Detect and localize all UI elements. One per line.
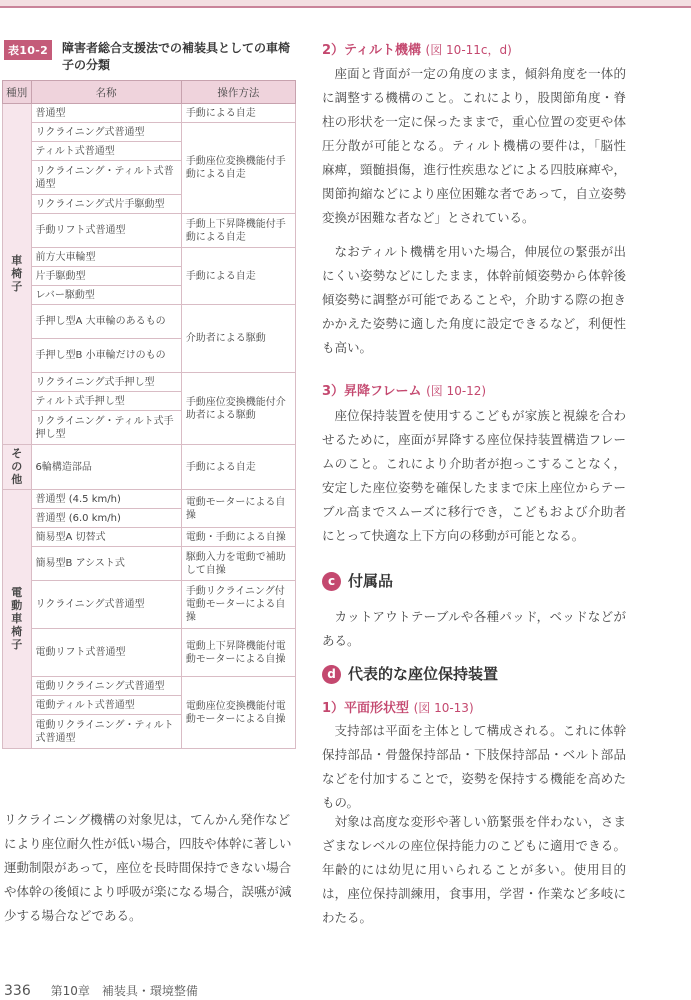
- row-name: 手押し型A 大車輪のあるもの: [31, 305, 181, 339]
- row-operation: 駆動入力を電動で補助して自操: [181, 547, 295, 581]
- chapter-title: 第10章 補装具・環境整備: [50, 984, 198, 998]
- table-row: [3, 305, 296, 339]
- row-name: 簡易型B アシスト式: [31, 547, 181, 581]
- row-name: レバー駆動型: [31, 286, 181, 305]
- table-row: [3, 547, 296, 581]
- kind-other: その他: [3, 445, 32, 490]
- table-row: [3, 214, 296, 248]
- row-name: 手動リフト式普通型: [31, 214, 181, 248]
- section-d-heading: [322, 663, 626, 685]
- row-operation: 電動モーターによる自操: [181, 490, 295, 528]
- row-operation: 手動座位変換機能付介助者による駆動: [181, 373, 295, 445]
- row-name: 普通型 (6.0 km/h): [31, 509, 181, 528]
- table-row: [3, 373, 296, 392]
- row-name: リクライニング・ティルト式普通型: [31, 161, 181, 195]
- table-row: [3, 248, 296, 267]
- row-name: リクライニング式手押し型: [31, 373, 181, 392]
- row-operation: 介助者による駆動: [181, 305, 295, 373]
- row-name: 電動リクライニング・ティルト式普通型: [31, 715, 181, 749]
- row-name: 前方大車輪型: [31, 248, 181, 267]
- table-row: [3, 445, 296, 490]
- lift-heading: 3）昇降フレーム (図 10-12): [322, 384, 487, 399]
- tilt-paragraph-2: なおティルト機構を用いた場合，伸展位の緊張が出にくい姿勢などにしたまま，体幹前傾姿勢から体幹後傾姿勢に調整が可能であることや，介助する際の抱きかかえた姿勢に適した角度に設定できるなど，利便性も高い。: [322, 244, 626, 355]
- header-name: 名称: [31, 81, 181, 104]
- top-border-accent: [0, 6, 691, 8]
- row-name: リクライニング式片手駆動型: [31, 195, 181, 214]
- wheelchair-classification-table: [2, 80, 296, 749]
- row-name: 普通型: [31, 104, 181, 123]
- table-title: 障害者総合支援法での補装具としての車椅子の分類: [62, 41, 291, 72]
- flat-paragraph-1: 支持部は平面を主体として構成される。これに体幹保持部品・骨盤保持部品・下肢保持部品・ベルト部品などを付加することで，姿勢を保持する機能を高めたもの。: [322, 723, 626, 810]
- row-operation: 電動座位変換機能付電動モーターによる自操: [181, 677, 295, 749]
- row-operation: 手動による自走: [181, 104, 295, 123]
- row-name: 6輪構造部品: [31, 445, 181, 490]
- kind-electric-wheelchair: 電動車椅子: [3, 490, 32, 749]
- figure-ref: (図 10-12): [426, 384, 487, 398]
- row-name: 簡易型A 切替式: [31, 528, 181, 547]
- row-operation: 電動上下昇降機能付電動モーターによる自操: [181, 629, 295, 677]
- row-name: ティルト式普通型: [31, 142, 181, 161]
- row-name: 普通型 (4.5 km/h): [31, 490, 181, 509]
- row-operation: 手動による自走: [181, 248, 295, 305]
- table-row: [3, 629, 296, 677]
- row-name: リクライニング・ティルト式手押し型: [31, 411, 181, 445]
- section-c-title: 付属品: [348, 572, 394, 590]
- row-name: リクライニング式普通型: [31, 581, 181, 629]
- section-d-title: 代表的な座位保持装置: [348, 665, 499, 683]
- row-name: 電動ティルト式普通型: [31, 696, 181, 715]
- row-name: ティルト式手押し型: [31, 392, 181, 411]
- header-operation: 操作方法: [181, 81, 295, 104]
- flat-heading: 1）平面形状型 (図 10-13): [322, 701, 474, 716]
- tilt-heading: 2）ティルト機構 (図 10-11c，d): [322, 43, 512, 58]
- figure-ref: (図 10-13): [413, 701, 474, 715]
- flat-paragraph-2: 対象は高度な変形や著しい筋緊張を伴わない，さまざまなレベルの座位保持能力のこどもに適用できる。年齢的には幼児に用いられることが多い。使用目的は，座位保持訓練用，食事用，学習・作業など多岐にわたる。: [322, 814, 626, 925]
- table-row: [3, 123, 296, 142]
- row-name: 手押し型B 小車輪だけのもの: [31, 339, 181, 373]
- row-operation: 電動・手動による自操: [181, 528, 295, 547]
- row-operation: 手動による自走: [181, 445, 295, 490]
- section-d-badge: d: [322, 665, 341, 684]
- row-operation: 手動座位変換機能付手動による自走: [181, 123, 295, 214]
- table-row: [3, 528, 296, 547]
- table-row: [3, 677, 296, 696]
- row-operation: 手動上下昇降機能付手動による自走: [181, 214, 295, 248]
- page-footer: [4, 982, 198, 999]
- section-c-badge: c: [322, 572, 341, 591]
- tilt-paragraph-1: 座面と背面が一定の角度のまま，傾斜角度を一体的に調整する機構のこと。これにより，股関節角度・脊柱の形状を一定に保ったままで，重心位置の変更や体圧分散が可能となる。ティルト機構の要件は，「脳性麻痺，頸髄損傷，進行性疾患などによる四肢麻痺や，関節拘縮などにより座位困難な者であって，自立姿勢変換が困難な者など」とされている。: [322, 66, 626, 225]
- figure-ref: (図 10-11c，d): [425, 43, 512, 57]
- page-number: 336: [4, 983, 31, 999]
- table-row: [3, 490, 296, 509]
- lift-paragraph: 座位保持装置を使用するこどもが家族と視線を合わせるために，座面が昇降する座位保持装置構造フレームのこと。これにより介助者が抱っこすることなく，安定した座位姿勢を確保したままで床上座位からテーブル高までスムーズに移行でき，こどもおよび介助者にとって快適な上下方向の移動が可能となる。: [322, 408, 626, 543]
- row-operation: 手動リクライニング付電動モーターによる自操: [181, 581, 295, 629]
- row-name: リクライニング式普通型: [31, 123, 181, 142]
- table-header-row: [3, 81, 296, 104]
- table-row: [3, 104, 296, 123]
- table-badge: 表10-2: [4, 40, 52, 60]
- header-kind: 種別: [3, 81, 32, 104]
- table-caption: [4, 40, 296, 74]
- left-paragraph: リクライニング機構の対象児は，てんかん発作などにより座位耐久性が低い場合，四肢や体幹に著しい運動制限があって，座位を長時間保持できない場合や体幹の後傾により呼吸が楽になる場合，誤嚥が減少する場合などである。: [4, 812, 292, 923]
- row-name: 電動リクライニング式普通型: [31, 677, 181, 696]
- table-row: [3, 581, 296, 629]
- row-name: 電動リフト式普通型: [31, 629, 181, 677]
- row-name: 片手駆動型: [31, 267, 181, 286]
- kind-wheelchair: 車椅子: [3, 104, 32, 445]
- section-c-text: カットアウトテーブルや各種パッド，ベッドなどがある。: [322, 609, 626, 648]
- section-c-heading: [322, 570, 626, 592]
